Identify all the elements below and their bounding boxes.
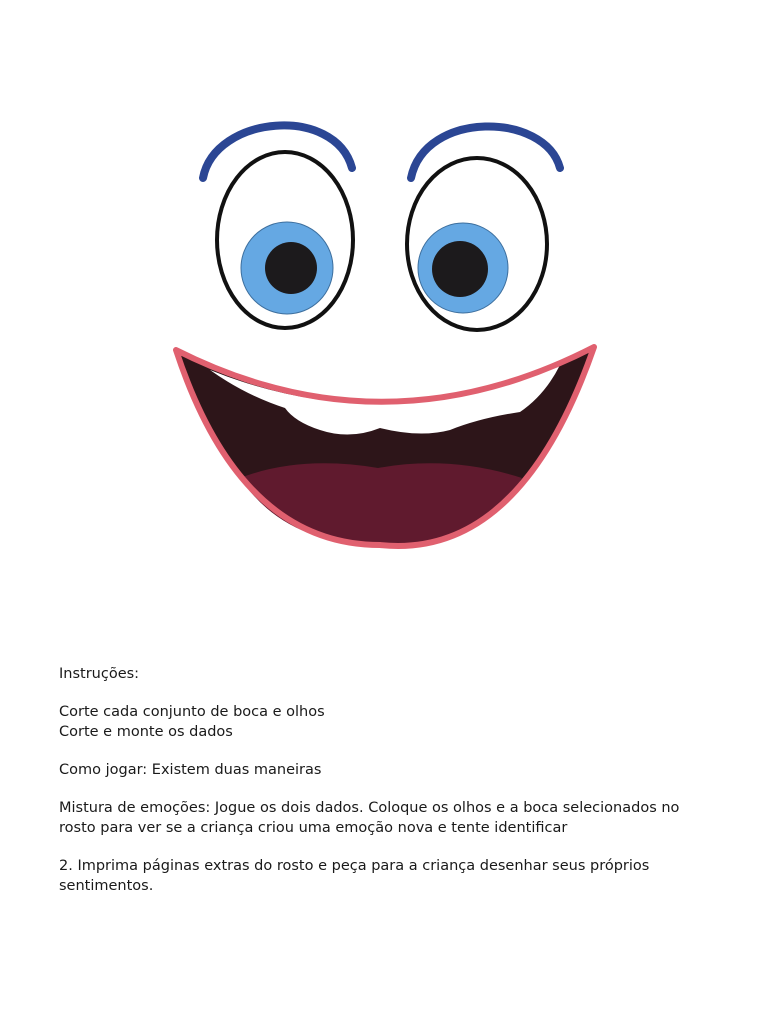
instruction-line: Corte e monte os dados [59, 724, 233, 740]
instruction-line: Corte cada conjunto de boca e olhos [59, 704, 325, 720]
tongue [240, 463, 522, 545]
mouth [176, 347, 594, 546]
instruction-line: 2. Imprima páginas extras do rosto e peça para a criança desenhar seus próprios sentimentos. [59, 858, 650, 894]
instructions-text [59, 664, 719, 896]
instruction-line: Como jogar: Existem duas maneiras [59, 762, 322, 778]
instructions-heading: Instruções: [59, 666, 140, 682]
right-pupil [432, 241, 488, 297]
left-pupil [265, 242, 317, 294]
instruction-line: Mistura de emoções: Jogue os dois dados. Coloque os olhos e a boca selecionados no rosto para ver se a criança criou uma emoção nova e tente identificar [59, 800, 680, 836]
